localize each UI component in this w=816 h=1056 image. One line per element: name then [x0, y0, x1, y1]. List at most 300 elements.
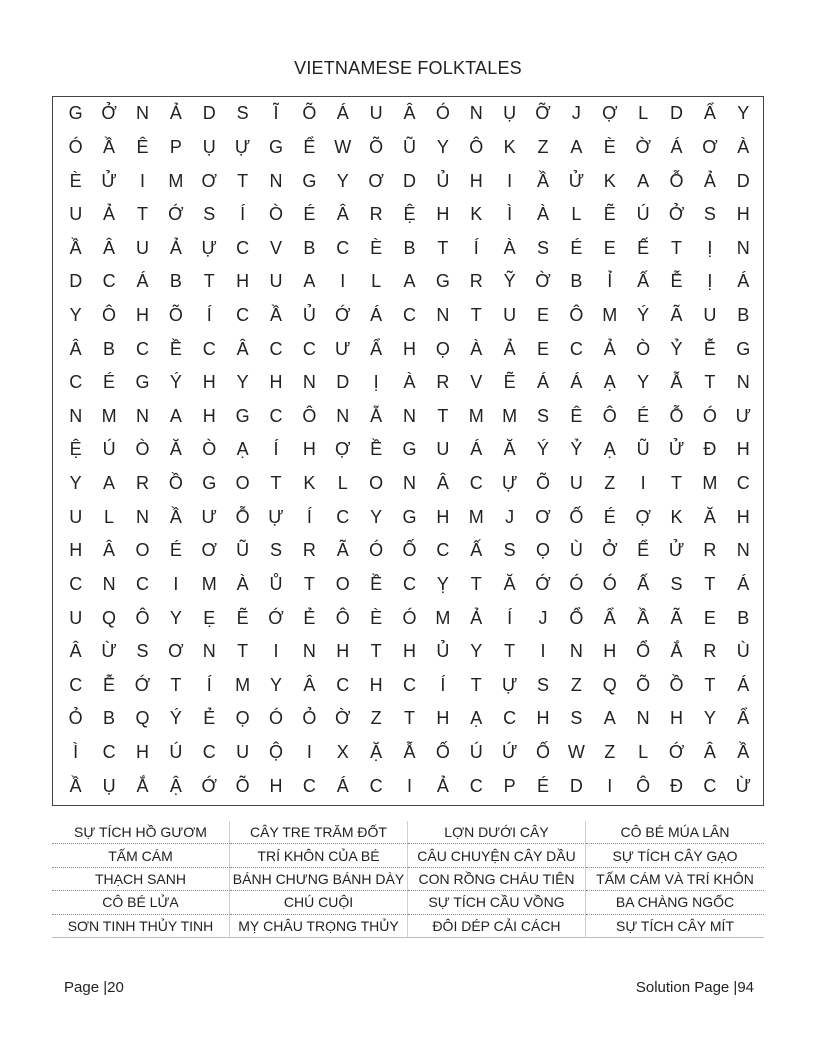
grid-letter: Q: [102, 607, 117, 628]
grid-letter: D: [402, 170, 416, 191]
grid-letter: Ả: [169, 103, 182, 124]
grid-letter: H: [469, 170, 483, 191]
grid-letter: Ụ: [102, 775, 116, 796]
grid-letter: Ẫ: [670, 372, 683, 393]
grid-letter: U: [69, 506, 83, 527]
grid-letter: É: [103, 372, 116, 393]
grid-letter: W: [567, 742, 585, 763]
grid-letter: Ồ: [168, 473, 183, 494]
grid-letter: Í: [440, 674, 446, 695]
grid-letter: Ỗ: [669, 405, 684, 426]
grid-letter: Z: [570, 674, 582, 695]
grid-letter: B: [737, 305, 750, 326]
grid-letter: U: [369, 103, 383, 124]
grid-letter: Ý: [169, 372, 182, 393]
grid-letter: L: [337, 473, 348, 494]
grid-letter: Ắ: [136, 775, 149, 796]
grid-letter: Á: [670, 136, 683, 157]
grid-letter: Ă: [503, 573, 516, 594]
grid-letter: Ủ: [302, 305, 316, 326]
grid-letter: C: [569, 338, 583, 359]
grid-letter: Y: [336, 170, 349, 191]
grid-letter: P: [169, 136, 182, 157]
grid-letter: Y: [737, 103, 750, 124]
grid-letter: Â: [69, 338, 82, 359]
grid-letter: G: [402, 439, 417, 460]
grid-letter: Ã: [336, 540, 349, 561]
grid-letter: Z: [604, 742, 616, 763]
grid-letter: Ợ: [602, 103, 618, 124]
grid-letter: Í: [240, 204, 246, 225]
grid-letter: O: [369, 473, 384, 494]
grid-letter: Ổ: [569, 607, 584, 628]
grid-letter: R: [302, 540, 316, 561]
grid-letter: Ứ: [501, 742, 518, 763]
grid-letter: N: [135, 405, 149, 426]
grid-letter: Ẻ: [203, 708, 216, 729]
grid-letter: C: [469, 775, 483, 796]
grid-letter: Ề: [370, 439, 383, 460]
grid-letter: C: [69, 372, 83, 393]
grid-letter: N: [135, 103, 149, 124]
word-list-item: CÔ BÉ MÚA LÂN: [586, 821, 764, 844]
grid-letter: H: [436, 506, 450, 527]
grid-letter: C: [336, 674, 350, 695]
word-list-item: CÔ BÉ LỬA: [52, 891, 230, 914]
grid-letter: Ợ: [335, 439, 351, 460]
grid-letter: Ế: [637, 237, 650, 258]
grid-letter: C: [336, 237, 350, 258]
word-list-item: CON RỒNG CHÁU TIÊN: [408, 868, 586, 891]
grid-letter: Y: [269, 674, 282, 695]
grid-letter: Ó: [402, 607, 417, 628]
grid-letter: S: [570, 708, 583, 729]
grid-letter: Ớ: [134, 674, 151, 695]
word-list-item: LỢN DƯỚI CÂY: [408, 821, 586, 844]
grid-letter: Ầ: [269, 305, 282, 326]
grid-letter: Ỏ: [302, 708, 317, 729]
grid-letter: N: [102, 573, 116, 594]
word-list-item: SƠN TINH THỦY TINH: [52, 915, 230, 938]
grid-letter: Â: [103, 237, 116, 258]
grid-letter: H: [369, 674, 383, 695]
grid-letter: N: [302, 641, 316, 662]
grid-letter: M: [702, 473, 718, 494]
grid-letter: Ắ: [670, 641, 683, 662]
word-list-item: SỰ TÍCH HỒ GƯƠM: [52, 821, 230, 844]
grid-letter: Ự: [234, 136, 251, 157]
grid-letter: Ầ: [637, 607, 650, 628]
grid-letter: Ô: [335, 607, 350, 628]
grid-letter: J: [571, 103, 581, 124]
grid-letter: Ọ: [235, 708, 250, 729]
grid-letter: É: [303, 204, 316, 225]
grid-letter: Ỗ: [235, 506, 250, 527]
grid-letter: C: [302, 775, 316, 796]
grid-letter: M: [201, 573, 217, 594]
grid-letter: N: [69, 405, 83, 426]
grid-letter: Ễ: [670, 271, 683, 292]
grid-letter: Â: [703, 742, 716, 763]
grid-letter: H: [269, 775, 283, 796]
grid-letter: Â: [303, 674, 316, 695]
grid-letter: G: [402, 506, 417, 527]
grid-letter: Y: [436, 136, 449, 157]
grid-letter: G: [302, 170, 317, 191]
grid-letter: D: [202, 103, 216, 124]
grid-letter: K: [470, 204, 483, 225]
grid-letter: I: [540, 641, 546, 662]
grid-letter: T: [403, 708, 415, 729]
grid-letter: L: [104, 506, 115, 527]
grid-letter: C: [402, 674, 416, 695]
grid-letter: O: [235, 473, 250, 494]
grid-letter: D: [736, 170, 750, 191]
grid-letter: Ê: [570, 405, 583, 426]
grid-letter: Ụ: [202, 136, 216, 157]
grid-letter: Á: [136, 271, 149, 292]
grid-letter: K: [603, 170, 616, 191]
grid-letter: Ặ: [370, 742, 383, 763]
grid-letter: É: [603, 506, 616, 527]
grid-letter: T: [470, 305, 482, 326]
grid-letter: C: [302, 338, 316, 359]
grid-letter: Ủ: [436, 170, 450, 191]
grid-letter: Ố: [569, 506, 584, 527]
grid-letter: T: [303, 573, 315, 594]
grid-letter: B: [403, 237, 416, 258]
grid-letter: Ớ: [535, 573, 551, 594]
grid-letter: X: [336, 742, 349, 763]
grid-letter: Ả: [703, 170, 716, 191]
grid-letter: Ì: [507, 204, 513, 225]
grid-letter: Ơ: [201, 170, 217, 191]
grid-letter: I: [640, 473, 646, 494]
grid-letter: Ệ: [69, 439, 82, 460]
grid-letter: H: [69, 540, 83, 561]
grid-letter: W: [334, 136, 352, 157]
grid-letter: C: [402, 573, 416, 594]
grid-letter: E: [703, 607, 716, 628]
grid-letter: S: [503, 540, 516, 561]
grid-letter: T: [203, 271, 215, 292]
grid-letter: Ờ: [635, 136, 651, 157]
grid-letter: A: [637, 170, 650, 191]
grid-letter: Õ: [536, 473, 551, 494]
grid-letter: M: [468, 405, 484, 426]
grid-letter: Q: [602, 674, 617, 695]
grid-letter: Ầ: [169, 506, 182, 527]
grid-letter: É: [637, 405, 650, 426]
grid-letter: C: [102, 271, 116, 292]
grid-letter: Ù: [736, 641, 750, 662]
grid-letter: Ẻ: [303, 607, 316, 628]
grid-letter: Ờ: [335, 708, 351, 729]
grid-letter: C: [703, 775, 717, 796]
grid-letter: C: [69, 674, 83, 695]
grid-letter: Đ: [703, 439, 717, 460]
grid-letter: N: [436, 305, 450, 326]
grid-letter: G: [202, 473, 217, 494]
grid-letter: C: [503, 708, 517, 729]
grid-letter: È: [370, 607, 383, 628]
grid-letter: Ẽ: [603, 204, 616, 225]
grid-letter: É: [169, 540, 182, 561]
grid-letter: U: [69, 607, 83, 628]
grid-letter: C: [402, 305, 416, 326]
grid-letter: I: [273, 641, 279, 662]
grid-letter: N: [269, 170, 283, 191]
grid-letter: Ẵ: [370, 405, 383, 426]
grid-letter: Â: [336, 204, 349, 225]
grid-letter: T: [237, 641, 249, 662]
grid-letter: Ở: [101, 103, 117, 124]
grid-letter: H: [202, 405, 216, 426]
grid-letter: N: [202, 641, 216, 662]
grid-letter: T: [704, 372, 716, 393]
grid-letter: Ả: [470, 607, 483, 628]
grid-letter: Ă: [503, 439, 516, 460]
grid-letter: A: [103, 473, 116, 494]
grid-letter: Á: [336, 103, 349, 124]
grid-letter: T: [136, 204, 148, 225]
grid-letter: Ầ: [69, 237, 82, 258]
grid-letter: Ó: [435, 103, 450, 124]
grid-letter: Ồ: [669, 674, 684, 695]
grid-letter: S: [236, 103, 249, 124]
grid-letter: N: [336, 405, 350, 426]
grid-letter: G: [135, 372, 150, 393]
word-list-item: TRÍ KHÔN CỦA BÉ: [230, 844, 408, 867]
grid-letter: Ề: [169, 338, 182, 359]
grid-letter: Ị: [707, 237, 713, 258]
grid-letter: Ì: [73, 742, 79, 763]
grid-letter: Ỡ: [535, 103, 551, 124]
grid-letter: Ấ: [637, 271, 650, 292]
grid-letter: Ỗ: [669, 170, 684, 191]
grid-letter: Ớ: [268, 607, 284, 628]
grid-letter: N: [736, 237, 750, 258]
grid-letter: V: [470, 372, 483, 393]
grid-letter: Á: [570, 372, 583, 393]
grid-letter: Â: [236, 338, 249, 359]
grid-letter: H: [202, 372, 216, 393]
grid-letter: Ô: [636, 775, 651, 796]
grid-letter: H: [269, 372, 283, 393]
grid-letter: U: [703, 305, 717, 326]
grid-letter: S: [269, 540, 282, 561]
grid-letter: Y: [703, 708, 716, 729]
grid-letter: A: [303, 271, 316, 292]
grid-letter: Í: [273, 439, 279, 460]
grid-letter: H: [736, 439, 750, 460]
grid-letter: C: [269, 405, 283, 426]
grid-letter: M: [235, 674, 251, 695]
word-list-item: TẤM CÁM: [52, 844, 230, 867]
grid-letter: Ợ: [635, 506, 651, 527]
grid-letter: R: [469, 271, 483, 292]
grid-letter: Ẫ: [403, 742, 416, 763]
grid-letter: Á: [737, 674, 750, 695]
grid-letter: D: [569, 775, 583, 796]
grid-letter: N: [636, 708, 650, 729]
grid-letter: Â: [403, 103, 416, 124]
grid-letter: N: [302, 372, 316, 393]
grid-letter: T: [470, 573, 482, 594]
grid-letter: Ử: [668, 540, 685, 561]
grid-letter: Õ: [636, 674, 651, 695]
grid-letter: Z: [370, 708, 382, 729]
grid-letter: Â: [436, 473, 449, 494]
grid-letter: H: [736, 506, 750, 527]
grid-letter: Ò: [135, 439, 150, 460]
word-search-grid-frame: [52, 96, 764, 806]
grid-letter: M: [435, 607, 451, 628]
grid-letter: M: [468, 506, 484, 527]
grid-letter: Y: [637, 372, 650, 393]
grid-letter: Ô: [469, 136, 484, 157]
grid-letter: À: [403, 372, 416, 393]
grid-letter: T: [704, 674, 716, 695]
grid-letter: Ư: [201, 506, 217, 527]
grid-letter: A: [570, 136, 583, 157]
grid-letter: Ớ: [668, 742, 685, 763]
grid-letter: C: [202, 742, 216, 763]
grid-letter: Ư: [735, 405, 751, 426]
grid-letter: G: [736, 338, 751, 359]
grid-letter: Ạ: [603, 372, 616, 393]
grid-letter: Ú: [169, 742, 183, 763]
grid-letter: H: [402, 338, 416, 359]
grid-letter: C: [135, 573, 149, 594]
grid-letter: I: [139, 170, 145, 191]
grid-letter: Ó: [68, 136, 83, 157]
grid-letter: Ẽ: [236, 607, 249, 628]
grid-letter: Ả: [169, 237, 182, 258]
grid-letter: T: [437, 405, 449, 426]
grid-letter: Ơ: [168, 641, 184, 662]
grid-letter: Õ: [235, 775, 250, 796]
grid-letter: H: [436, 708, 450, 729]
grid-letter: N: [736, 540, 750, 561]
grid-letter: Z: [537, 136, 549, 157]
grid-letter: Ề: [370, 573, 383, 594]
grid-letter: T: [704, 573, 716, 594]
word-list-item: ĐÔI DÉP CẢI CÁCH: [408, 915, 586, 938]
grid-letter: D: [670, 103, 684, 124]
grid-letter: I: [340, 271, 346, 292]
grid-letter: Ơ: [535, 506, 551, 527]
grid-letter: Ễ: [703, 338, 716, 359]
grid-letter: Ố: [435, 742, 450, 763]
grid-letter: Ả: [436, 775, 449, 796]
grid-letter: G: [435, 271, 450, 292]
grid-letter: Ơ: [201, 540, 217, 561]
grid-letter: À: [503, 237, 516, 258]
grid-letter: Z: [604, 473, 616, 494]
grid-letter: Ơ: [702, 136, 718, 157]
grid-letter: Ô: [135, 607, 150, 628]
grid-letter: Ớ: [335, 305, 351, 326]
grid-letter: G: [68, 103, 83, 124]
word-list-item: BÁNH CHƯNG BÁNH DÀY: [230, 868, 408, 891]
grid-letter: Y: [69, 473, 82, 494]
grid-letter: U: [69, 204, 83, 225]
grid-letter: O: [335, 573, 350, 594]
grid-letter: Ọ: [435, 338, 450, 359]
grid-letter: Ự: [501, 674, 518, 695]
grid-letter: Ẩ: [603, 607, 616, 628]
grid-letter: À: [236, 573, 249, 594]
grid-letter: K: [670, 506, 683, 527]
grid-letter: T: [504, 641, 516, 662]
grid-letter: T: [170, 674, 182, 695]
grid-letter: Ở: [668, 204, 685, 225]
grid-letter: B: [737, 607, 750, 628]
grid-letter: Ử: [101, 170, 117, 191]
grid-letter: T: [437, 237, 449, 258]
grid-letter: Ấ: [470, 540, 483, 561]
grid-letter: E: [537, 338, 550, 359]
grid-letter: Đ: [670, 775, 684, 796]
word-list-item: SỰ TÍCH CÂY MÍT: [586, 915, 764, 938]
grid-letter: Ý: [169, 708, 182, 729]
grid-letter: S: [537, 405, 550, 426]
grid-letter: Ô: [602, 405, 617, 426]
grid-letter: M: [502, 405, 518, 426]
grid-letter: S: [537, 674, 550, 695]
grid-letter: É: [537, 775, 550, 796]
grid-letter: Ệ: [403, 204, 416, 225]
grid-letter: H: [536, 708, 550, 729]
grid-letter: Ả: [503, 338, 516, 359]
grid-letter: N: [135, 506, 149, 527]
grid-letter: Ự: [268, 506, 284, 527]
grid-letter: Ă: [703, 506, 716, 527]
grid-letter: I: [173, 573, 179, 594]
grid-letter: Á: [470, 439, 483, 460]
grid-letter: Ú: [102, 439, 116, 460]
grid-letter: T: [270, 473, 282, 494]
grid-letter: O: [135, 540, 150, 561]
grid-letter: Í: [507, 607, 513, 628]
grid-letter: À: [470, 338, 483, 359]
grid-letter: Ộ: [268, 742, 283, 763]
grid-letter: N: [402, 473, 416, 494]
grid-letter: Ô: [569, 305, 584, 326]
grid-letter: T: [237, 170, 249, 191]
grid-letter: Ố: [536, 742, 551, 763]
grid-letter: C: [469, 473, 483, 494]
grid-letter: S: [203, 204, 216, 225]
grid-letter: Ầ: [103, 136, 116, 157]
grid-letter: Í: [206, 305, 212, 326]
grid-letter: Ớ: [201, 775, 217, 796]
grid-letter: Ỵ: [436, 573, 449, 594]
grid-letter: Ầ: [737, 742, 750, 763]
grid-letter: C: [336, 506, 350, 527]
grid-letter: È: [603, 136, 616, 157]
grid-letter: Ừ: [735, 775, 751, 796]
grid-letter: Õ: [369, 136, 384, 157]
grid-letter: B: [103, 338, 116, 359]
grid-letter: Ơ: [368, 170, 384, 191]
grid-letter: È: [69, 170, 82, 191]
grid-letter: Ự: [201, 237, 217, 258]
grid-letter: Ừ: [101, 641, 117, 662]
grid-letter: A: [169, 405, 182, 426]
grid-letter: Ổ: [636, 641, 651, 662]
